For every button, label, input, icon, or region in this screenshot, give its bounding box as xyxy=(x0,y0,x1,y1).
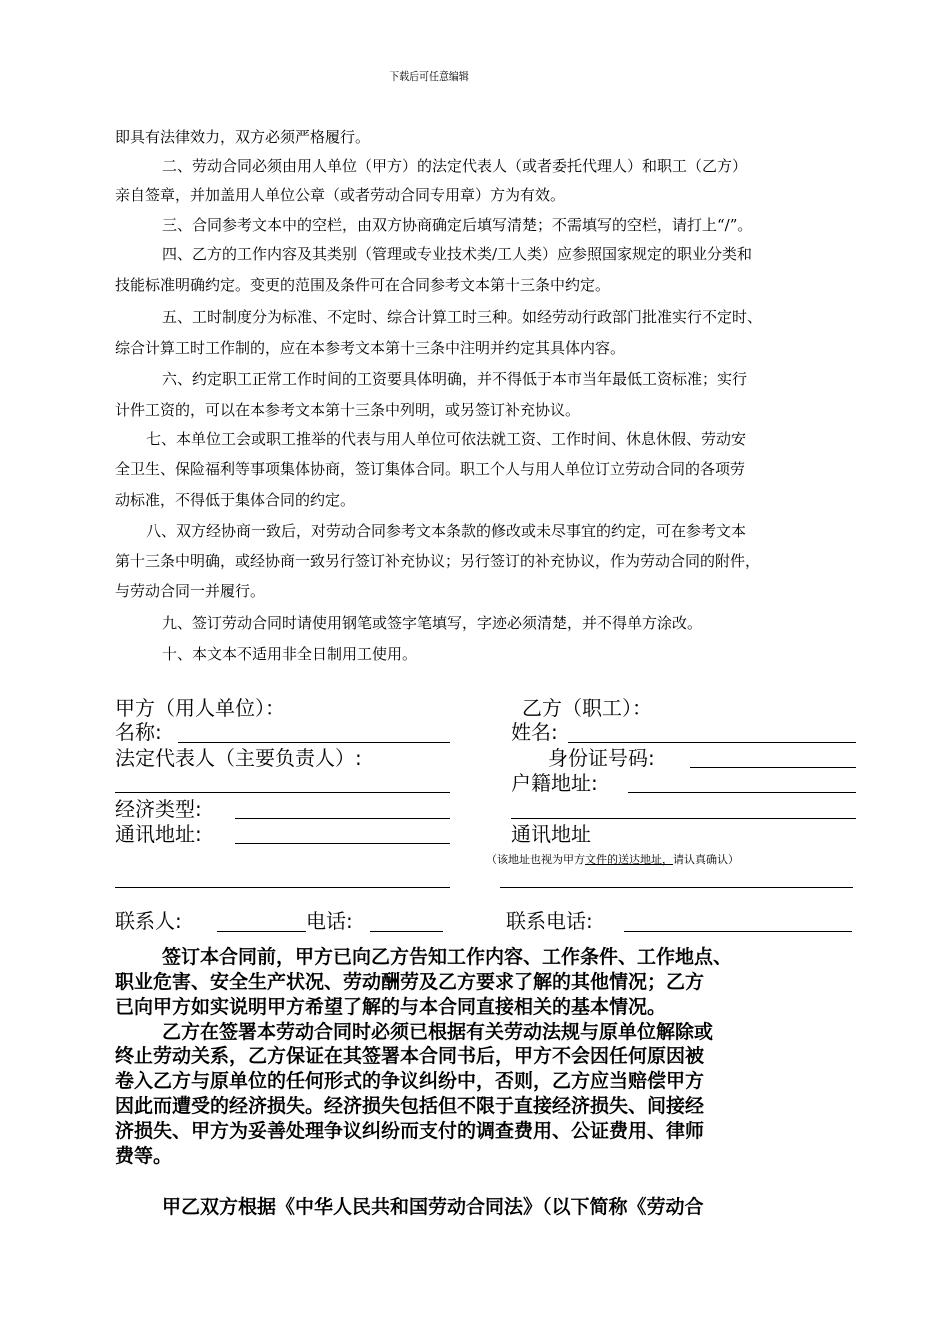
party-a-address-label: 通讯地址: xyxy=(115,822,202,846)
party-b-id-label: 身份证号码: xyxy=(548,746,655,770)
clause-line: 终止劳动关系，乙方保证在其签署本合同书后，甲方不会因任何原因被 xyxy=(115,1045,705,1067)
clause-line: 卷入乙方与原单位的任何形式的争议纠纷中，否则，乙方应当赔偿甲方 xyxy=(115,1070,705,1092)
note-suffix: 请认真确认） xyxy=(673,853,739,866)
party-b-title: 乙方（职工）： xyxy=(522,696,652,720)
party-a-contact-field[interactable] xyxy=(217,931,306,932)
party-a-address-field[interactable] xyxy=(235,843,450,844)
instruction-line: 即具有法律效力，双方必须严格履行。 xyxy=(115,128,371,146)
clause-line: 费等。 xyxy=(115,1145,173,1167)
clause-line: 甲乙双方根据《中华人民共和国劳动合同法》（以下简称《劳动合 xyxy=(162,1196,704,1218)
instruction-line: 五、工时制度分为标准、不定时、综合计算工时三种。如经劳动行政部门批准实行不定时、 xyxy=(162,308,763,326)
party-a-phone-field[interactable] xyxy=(370,931,443,932)
party-b-phone-field[interactable] xyxy=(624,931,852,932)
instruction-line: 二、劳动合同必须由用人单位（甲方）的法定代表人（或者委托代理人）和职工（乙方） xyxy=(162,157,748,175)
party-a-address-field-2[interactable] xyxy=(115,887,450,888)
clause-line: 济损失、甲方为妥善处理争议纠纷而支付的调查费用、公证费用、律师 xyxy=(115,1120,705,1142)
clause-line: 签订本合同前，甲方已向乙方告知工作内容、工作条件、工作地点、 xyxy=(162,946,733,968)
instruction-line: 亲自签章，并加盖用人单位公章（或者劳动合同专用章）方为有效。 xyxy=(115,186,566,204)
instruction-line: 全卫生、保险福利等事项集体协商，签订集体合同。职工个人与用人单位订立劳动合同的各项劳 xyxy=(115,460,746,478)
party-a-name-field[interactable] xyxy=(178,742,450,743)
party-b-household-label: 户籍地址: xyxy=(511,771,598,795)
clause-line: 因此而遭受的经济损失。经济损失包括但不限于直接经济损失、间接经 xyxy=(115,1095,705,1117)
party-a-rep-label: 法定代表人（主要负责人）: xyxy=(115,746,362,770)
party-a-rep-field[interactable] xyxy=(115,792,450,793)
clause-line: 职业危害、安全生产状况、劳动酬劳及乙方要求了解的其他情况；乙方 xyxy=(115,971,705,993)
instruction-line: 九、签订劳动合同时请使用钢笔或签字笔填写，字迹必须清楚，并不得单方涂改。 xyxy=(162,614,703,632)
instruction-line: 四、乙方的工作内容及其类别（管理或专业技术类/工人类）应参照国家规定的职业分类和 xyxy=(162,245,753,263)
note-underlined: 文件的送达地址， xyxy=(585,853,673,866)
party-b-household-field[interactable] xyxy=(628,792,856,793)
clause-line: 已向甲方如实说明甲方希望了解的与本合同直接相关的基本情况。 xyxy=(115,996,667,1018)
party-b-address-field[interactable] xyxy=(500,887,853,888)
instruction-line: 三、合同参考文本中的空栏，由双方协商确定后填写清楚；不需填写的空栏，请打上“/”。 xyxy=(162,216,753,234)
instruction-line: 第十三条中明确，或经协商一致另行签订补充协议；另行签订的补充协议，作为劳动合同的附件， xyxy=(115,552,761,570)
instruction-line: 七、本单位工会或职工推举的代表与用人单位可依法就工资、工作时间、休息休假、劳动安 xyxy=(146,430,747,448)
instruction-line: 综合计算工时工作制的，应在本参考文本第十三条中注明并约定其具体内容。 xyxy=(115,339,626,357)
party-b-id-field[interactable] xyxy=(690,767,856,768)
instruction-line: 八、双方经协商一致后，对劳动合同参考文本条款的修改或未尽事宜的约定，可在参考文本 xyxy=(146,522,747,540)
clause-line: 乙方在签署本劳动合同时必须已根据有关劳动法规与原单位解除或 xyxy=(162,1021,714,1043)
instruction-line: 技能标准明确约定。变更的范围及条件可在合同参考文本第十三条中约定。 xyxy=(115,276,611,294)
party-b-phone-label: 联系电话: xyxy=(506,909,593,933)
instruction-line: 计件工资的，可以在本参考文本第十三条中列明，或另签订补充协议。 xyxy=(115,401,581,419)
party-a-type-label: 经济类型: xyxy=(115,797,202,821)
page-header: 下载后可任意编辑 xyxy=(389,70,469,83)
party-a-phone-label: 电话: xyxy=(306,909,353,933)
instruction-line: 六、约定职工正常工作时间的工资要具体明确，并不得低于本市当年最低工资标准；实行 xyxy=(162,370,748,388)
party-b-address-note xyxy=(486,851,739,867)
party-b-household-field-2[interactable] xyxy=(511,818,856,819)
party-a-name-label: 名称: xyxy=(115,720,162,744)
note-prefix: （该地址也视为甲方 xyxy=(486,853,585,866)
party-b-address-label: 通讯地址 xyxy=(511,822,591,846)
party-a-title: 甲方（用人单位）： xyxy=(115,696,285,720)
instruction-line: 与劳动合同一并履行。 xyxy=(115,582,266,600)
party-a-type-field[interactable] xyxy=(235,818,450,819)
instruction-line: 动标准，不得低于集体合同的约定。 xyxy=(115,491,356,509)
party-a-contact-label: 联系人: xyxy=(115,909,182,933)
instruction-line: 十、本文本不适用非全日制用工使用。 xyxy=(162,645,418,663)
party-b-name-field[interactable] xyxy=(568,742,856,743)
party-b-name-label: 姓名: xyxy=(511,720,558,744)
